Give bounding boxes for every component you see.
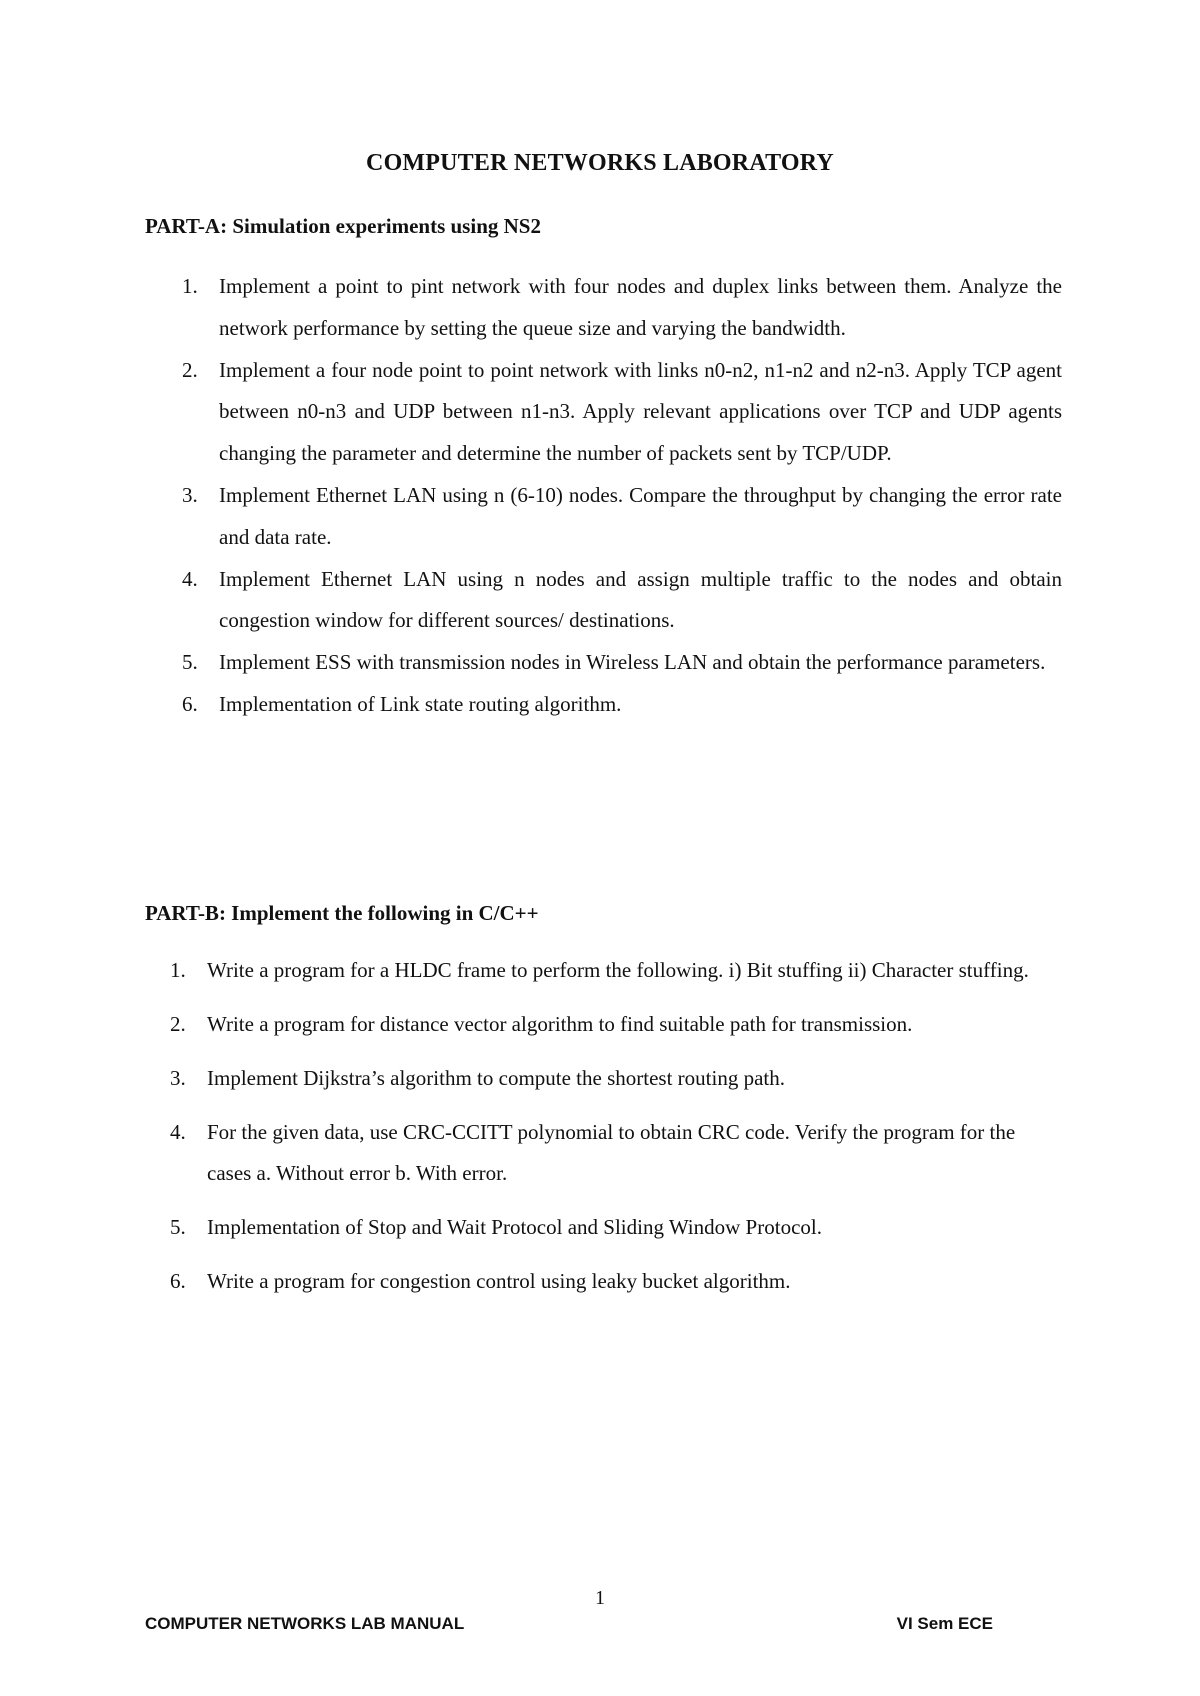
item-text: Implement Ethernet LAN using n (6-10) nodes. Compare the throughput by changing the error rate and data rate. — [219, 482, 1062, 549]
footer-semester: VI Sem ECE — [896, 1614, 993, 1633]
item-number: 5. — [182, 650, 198, 675]
list-item — [170, 1004, 1050, 1045]
item-text: Write a program for a HLDC frame to perform the following. i) Bit stuffing ii) Character stuffing. — [207, 958, 1029, 982]
item-text: Implement a point to pint network with four nodes and duplex links between them. Analyze the network performance by setting the queue size and varying the bandwidth. — [219, 274, 1062, 340]
footer-title: COMPUTER NETWORKS LAB MANUAL — [145, 1614, 465, 1633]
list-item — [170, 1207, 1050, 1248]
part-a-heading: PART-A: Simulation experiments using NS2 — [145, 214, 541, 238]
item-text: Implementation of Stop and Wait Protocol and Sliding Window Protocol. — [207, 1215, 822, 1239]
item-number: 3. — [182, 482, 198, 507]
item-text: Write a program for distance vector algorithm to find suitable path for transmission. — [207, 1012, 913, 1036]
list-item — [170, 950, 1050, 991]
list-item — [182, 684, 1062, 726]
item-text: Implement a four node point to point network with links n0-n2, n1-n2 and n2-n3. Apply TCP agent between n0-n3 and UDP between n1-n3. Apply relevant applications over TCP and UDP agents changing the parameter and determine the number of packets sent by TCP/UDP. — [219, 357, 1062, 466]
item-text: Implement ESS with transmission nodes in Wireless LAN and obtain the performance parameters. — [219, 650, 1046, 675]
list-item — [182, 559, 1062, 643]
list-item — [170, 1261, 1050, 1302]
item-text: For the given data, use CRC-CCITT polynomial to obtain CRC code. Verify the program for the cases a. Without error b. With error. — [207, 1120, 1016, 1185]
item-number: 4. — [170, 1120, 186, 1144]
list-item — [170, 1058, 1050, 1099]
item-number: 5. — [170, 1215, 186, 1239]
item-number: 2. — [170, 1012, 186, 1036]
item-text: Implementation of Link state routing algorithm. — [219, 691, 622, 716]
part-b-heading: PART-B: Implement the following in C/C++ — [145, 901, 539, 925]
item-text: Implement Dijkstra’s algorithm to compute the shortest routing path. — [207, 1066, 785, 1090]
page-number: 1 — [595, 1587, 605, 1609]
item-number: 4. — [182, 566, 198, 591]
item-number: 1. — [170, 958, 186, 982]
item-number: 6. — [182, 691, 198, 716]
list-item — [182, 350, 1062, 475]
item-number: 2. — [182, 357, 198, 382]
list-item — [170, 1112, 1050, 1194]
part-a-list — [182, 266, 1062, 726]
item-text: Write a program for congestion control using leaky bucket algorithm. — [207, 1269, 791, 1293]
item-number: 6. — [170, 1269, 186, 1293]
list-item — [182, 642, 1062, 684]
list-item — [182, 266, 1062, 350]
item-number: 1. — [182, 274, 198, 298]
item-number: 3. — [170, 1066, 186, 1090]
part-b-list — [170, 950, 1050, 1315]
list-item — [182, 475, 1062, 559]
item-text: Implement Ethernet LAN using n nodes and assign multiple traffic to the nodes and obtain congestion window for different sources/ destinations. — [219, 566, 1062, 633]
document-title: COMPUTER NETWORKS LABORATORY — [366, 150, 834, 176]
